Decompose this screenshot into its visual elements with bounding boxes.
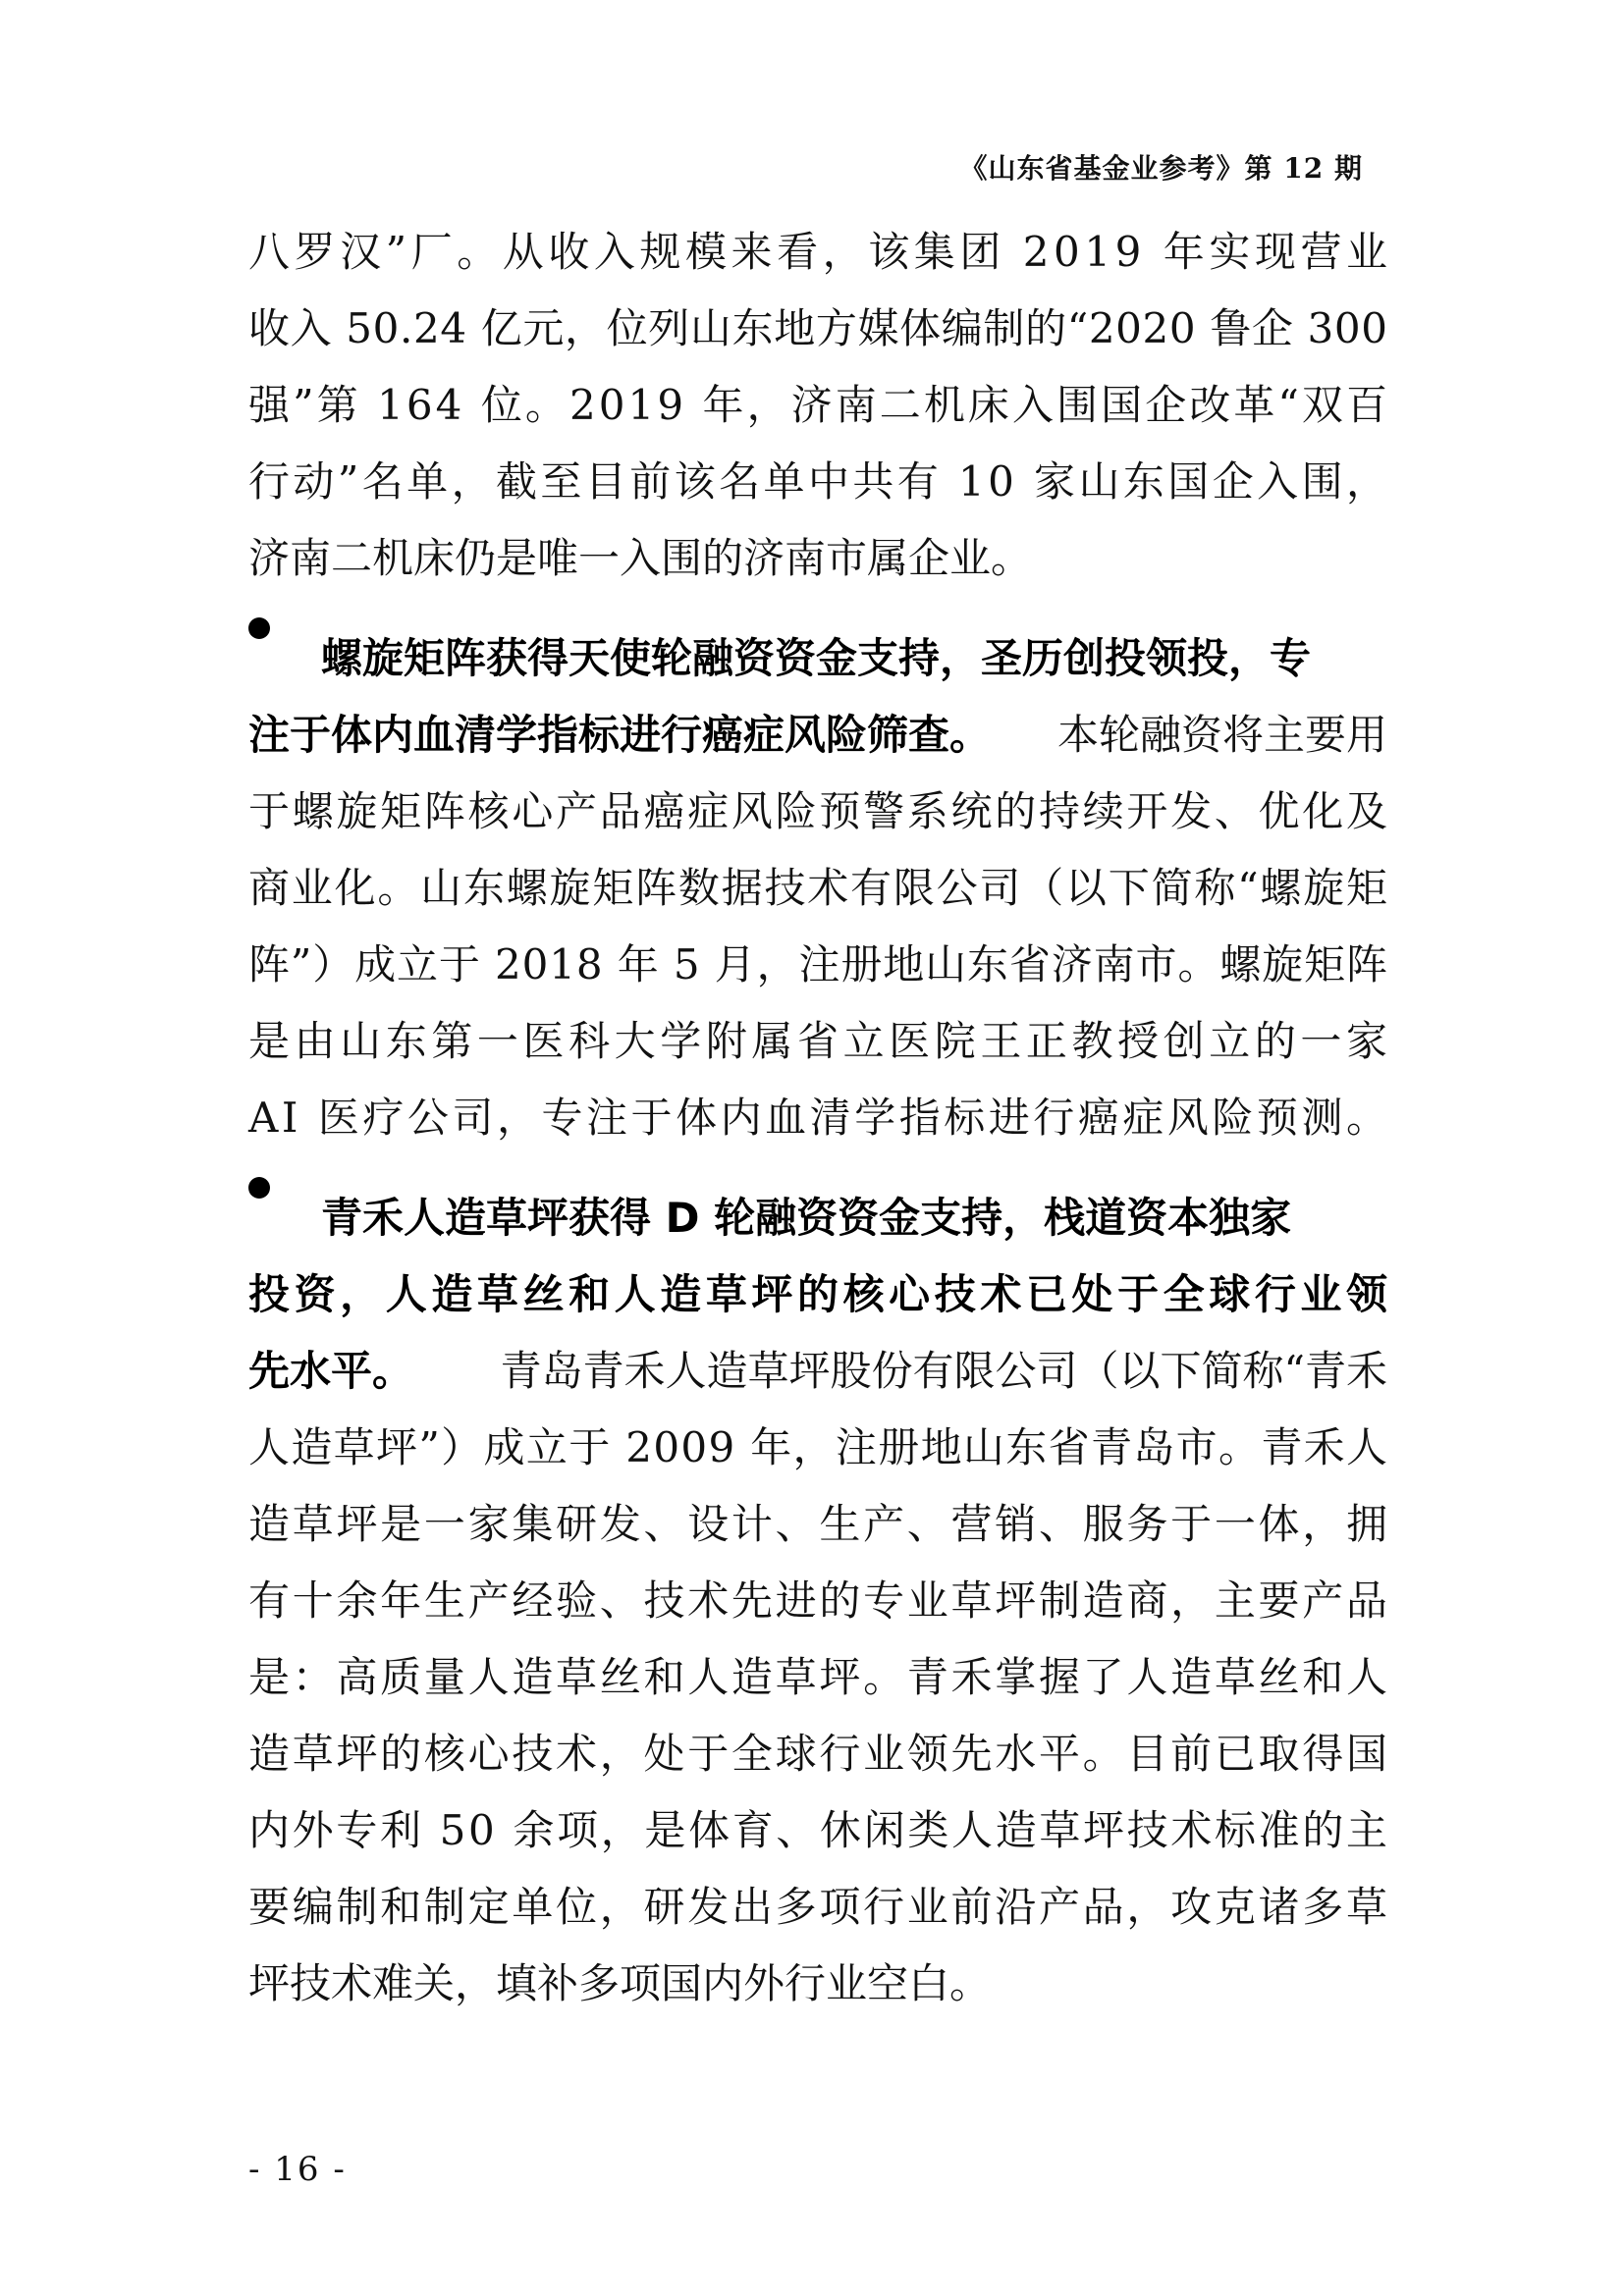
text-line: 造草坪的核心技术，处于全球行业领先水平。目前已取得国 xyxy=(248,1730,1390,1778)
text-line: 于螺旋矩阵核心产品癌症风险预警系统的持续开发、优化及 xyxy=(248,787,1390,835)
text-line: 坪技术难关，填补多项国内外行业空白。 xyxy=(248,1959,992,2007)
item-heading-part2: 注于体内血清学指标进行癌症风险筛查。 xyxy=(248,711,992,759)
text-line: 造草坪是一家集研发、设计、生产、营销、服务于一体，拥 xyxy=(248,1500,1390,1548)
item-heading-part1: 青禾人造草坪获得 D 轮融资资金支持，栈道资本独家 xyxy=(321,1194,1292,1242)
text-fragment: 青岛青禾人造草坪股份有限公司（以下简称“青禾 xyxy=(500,1347,1387,1395)
text-line: AI 医疗公司，专注于体内血清学指标进行癌症风险预测。 xyxy=(248,1094,1391,1142)
text-line: 是由山东第一医科大学附属省立医院王正教授创立的一家 xyxy=(248,1017,1392,1065)
document-body xyxy=(248,214,1392,2022)
text-line: 要编制和制定单位，研发出多项行业前沿产品，攻克诸多草 xyxy=(248,1883,1390,1931)
bullet-icon xyxy=(248,617,270,639)
text-line: 商业化。山东螺旋矩阵数据技术有限公司（以下简称“螺旋矩 xyxy=(248,864,1389,912)
bullet-heading-line xyxy=(248,1180,1387,1256)
bullet-heading-line xyxy=(248,620,1387,697)
item-heading-part2: 投资，人造草丝和人造草坪的核心技术已处于全球行业领 xyxy=(248,1270,1392,1318)
page-number: - 16 - xyxy=(248,2150,347,2189)
item-heading-part3: 先水平。 xyxy=(248,1347,414,1395)
item-heading-part1: 螺旋矩阵获得天使轮融资资金支持，圣历创投领投，专 xyxy=(321,634,1312,682)
heading-continuation-line xyxy=(248,1333,1387,1410)
text-line: 是：高质量人造草丝和人造草坪。青禾掌握了人造草丝和人 xyxy=(248,1653,1390,1701)
text-line: 有十余年生产经验、技术先进的专业草坪制造商，主要产品 xyxy=(248,1576,1390,1625)
news-item-qinghe-turf xyxy=(248,1180,1392,2022)
running-header: 《山东省基金业参考》第 12 期 xyxy=(959,152,1363,185)
paragraph-jinan-machine-tool xyxy=(248,214,1392,597)
text-line: 阵”）成立于 2018 年 5 月，注册地山东省济南市。螺旋矩阵 xyxy=(248,940,1388,988)
bullet-icon xyxy=(248,1177,270,1199)
news-item-spiral-matrix xyxy=(248,620,1392,1156)
text-line: 收入 50.24 亿元，位列山东地方媒体编制的“2020 鲁企 300 xyxy=(248,304,1388,352)
text-line: 八罗汉”厂。从收入规模来看，该集团 2019 年实现营业 xyxy=(248,228,1392,276)
text-line: 强”第 164 位。2019 年，济南二机床入围国企改革“双百 xyxy=(248,381,1391,429)
heading-continuation-line xyxy=(248,697,1387,774)
text-line: 人造草坪”）成立于 2009 年，注册地山东省青岛市。青禾人 xyxy=(248,1423,1389,1471)
text-fragment: 本轮融资将主要用 xyxy=(1056,711,1387,759)
text-line: 济南二机床仍是唯一入围的济南市属企业。 xyxy=(248,534,1033,582)
text-line: 内外专利 50 余项，是体育、休闲类人造草坪技术标准的主 xyxy=(248,1806,1390,1854)
text-line: 行动”名单，截至目前该名单中共有 10 家山东国企入围， xyxy=(248,457,1391,506)
